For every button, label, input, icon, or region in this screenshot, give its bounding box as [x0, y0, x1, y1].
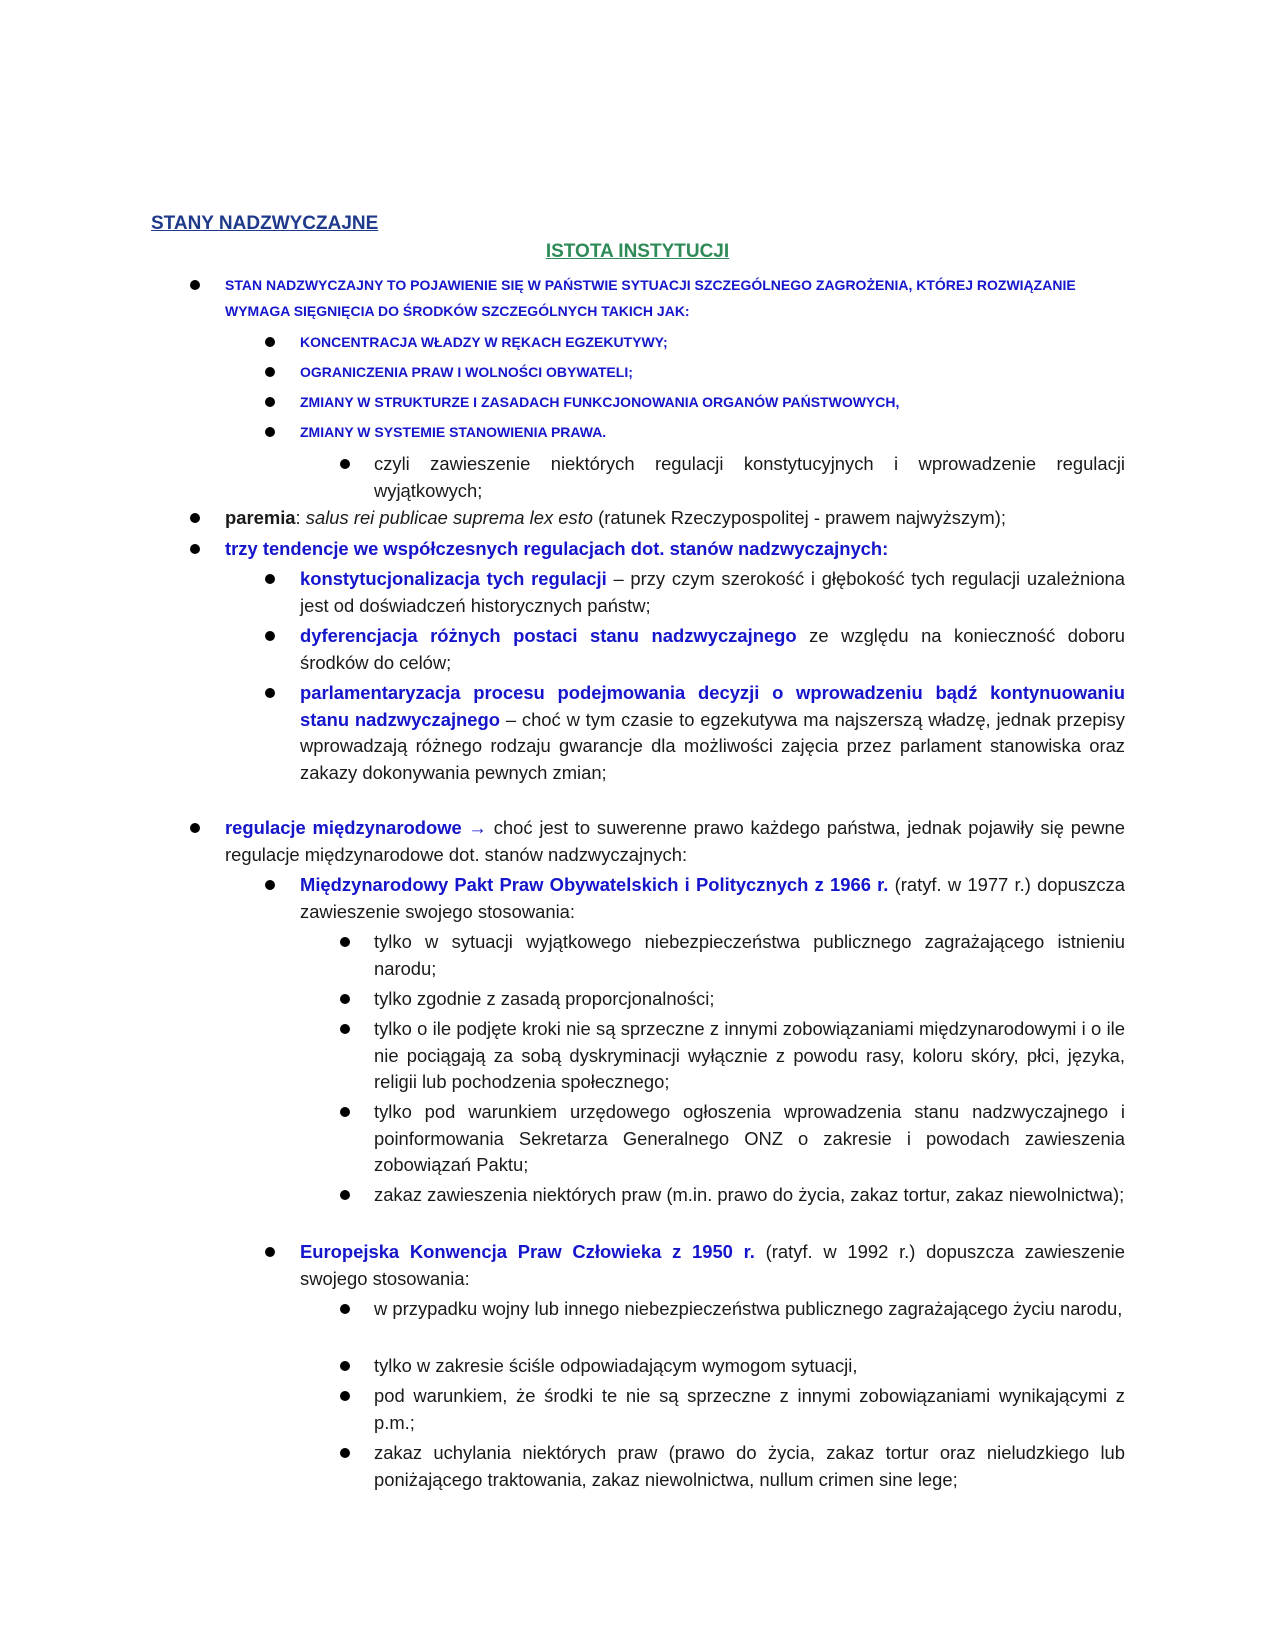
- bullet-icon: [340, 459, 350, 469]
- list-item: zakaz uchylania niektórych praw (prawo do życia, zakaz tortur oraz nieludzkiego lub poniżającego traktowania, zakaz niewolnictwa, nullum crimen sine lege;: [374, 1442, 1125, 1490]
- list-item: Międzynarodowy Pakt Praw Obywatelskich i Politycznych z 1966 r. (ratyf. w 1977 r.) dopuszcza zawieszenie swojego stosowania:: [300, 874, 1125, 922]
- list-item: tylko w zakresie ściśle odpowiadającym wymogom sytuacji,: [374, 1355, 858, 1376]
- list-item: ZMIANY W SYSTEMIE STANOWIENIA PRAWA.: [300, 424, 607, 440]
- bullet-icon: [265, 631, 275, 641]
- bullet-icon: [340, 994, 350, 1004]
- bullet-icon: [340, 1361, 350, 1371]
- bullet-icon: [340, 937, 350, 947]
- list-item: pod warunkiem, że środki te nie są sprzeczne z innymi zobowiązaniami wynikającymi z p.m.;: [374, 1385, 1125, 1433]
- bullet-icon: [265, 574, 275, 584]
- list-item: KONCENTRACJA WŁADZY W RĘKACH EGZEKUTYWY;: [300, 334, 668, 350]
- bullet-icon: [265, 1247, 275, 1257]
- list-item: czyli zawieszenie niektórych regulacji konstytucyjnych i wprowadzenie regulacji wyjątkowych;: [374, 453, 1125, 501]
- section-title: ISTOTA INSTYTUCJI: [545, 241, 730, 262]
- page-title: STANY NADZWYCZAJNE: [151, 213, 379, 234]
- bullet-icon: [340, 1448, 350, 1458]
- bullet-icon: [265, 367, 275, 377]
- list-item: konstytucjonalizacja tych regulacji – przy czym szerokość i głębokość tych regulacji uzależniona jest od doświadczeń historycznych państw;: [300, 568, 1125, 616]
- bullet-icon: [340, 1024, 350, 1034]
- list-item: zakaz zawieszenia niektórych praw (m.in. prawo do życia, zakaz tortur, zakaz niewolnictwa);: [374, 1184, 1125, 1205]
- bullet-icon: [265, 688, 275, 698]
- bullet-icon: [190, 280, 200, 290]
- list-item: tylko zgodnie z zasadą proporcjonalności;: [374, 988, 715, 1009]
- bullet-icon: [265, 880, 275, 890]
- list-item: w przypadku wojny lub innego niebezpieczeństwa publicznego zagrażającego życiu narodu,: [374, 1298, 1123, 1319]
- bullet-icon: [340, 1190, 350, 1200]
- list-item: ZMIANY W STRUKTURZE I ZASADACH FUNKCJONOWANIA ORGANÓW PAŃSTWOWYCH,: [300, 394, 900, 410]
- list-item: OGRANICZENIA PRAW I WOLNOŚCI OBYWATELI;: [300, 364, 633, 380]
- bullet-icon: [340, 1304, 350, 1314]
- list-item: paremia: salus rei publicae suprema lex esto (ratunek Rzeczypospolitej - prawem najwyższym);: [225, 507, 1006, 528]
- list-item: tylko w sytuacji wyjątkowego niebezpieczeństwa publicznego zagrażającego istnieniu narodu;: [374, 931, 1125, 979]
- list-item: Europejska Konwencja Praw Człowieka z 1950 r. (ratyf. w 1992 r.) dopuszcza zawieszenie swojego stosowania:: [300, 1241, 1125, 1289]
- bullet-icon: [190, 513, 200, 523]
- list-item: tylko o ile podjęte kroki nie są sprzeczne z innymi zobowiązaniami międzynarodowymi i o ile nie pociągają za sobą dyskryminacji wyłącznie z powodu rasy, koloru skóry, płci, języka, religii lub pochodzenia społecznego;: [374, 1018, 1125, 1092]
- bullet-icon: [265, 397, 275, 407]
- bullet-icon: [265, 427, 275, 437]
- bullet-icon: [340, 1107, 350, 1117]
- list-item: STAN NADZWYCZAJNY TO POJAWIENIE SIĘ W PAŃSTWIE SYTUACJI SZCZEGÓLNEGO ZAGROŻENIA, KTÓREJ ROZWIĄZANIE WYMAGA SIĘGNIĘCIA DO ŚRODKÓW SZCZEGÓLNYCH TAKICH JAK:: [225, 277, 1076, 319]
- list-item: dyferencjacja różnych postaci stanu nadzwyczajnego ze względu na konieczność doboru środków do celów;: [300, 625, 1126, 673]
- bullet-icon: [265, 337, 275, 347]
- list-item: regulacje międzynarodowe → choć jest to suwerenne prawo każdego państwa, jednak pojawiły się pewne regulacje międzynarodowe dot. stanów nadzwyczajnych:: [225, 817, 1125, 865]
- bullet-icon: [190, 544, 200, 554]
- list-item: trzy tendencje we współczesnych regulacjach dot. stanów nadzwyczajnych:: [225, 538, 889, 559]
- bullet-icon: [190, 823, 200, 833]
- list-item: tylko pod warunkiem urzędowego ogłoszenia wprowadzenia stanu nadzwyczajnego i poinformowania Sekretarza Generalnego ONZ o zakresie i powodach zawieszenia zobowiązań Paktu;: [374, 1101, 1125, 1175]
- list-item: parlamentaryzacja procesu podejmowania decyzji o wprowadzeniu bądź kontynuowaniu stanu nadzwyczajnego – choć w tym czasie to egzekutywa ma najszerszą władzę, jednak przepisy wprowadzają różnego rodzaju gwarancje dla możliwości zajęcia przez parlament stanowiska oraz zakazy dokonywania pewnych zmian;: [300, 682, 1125, 783]
- bullet-icon: [340, 1391, 350, 1401]
